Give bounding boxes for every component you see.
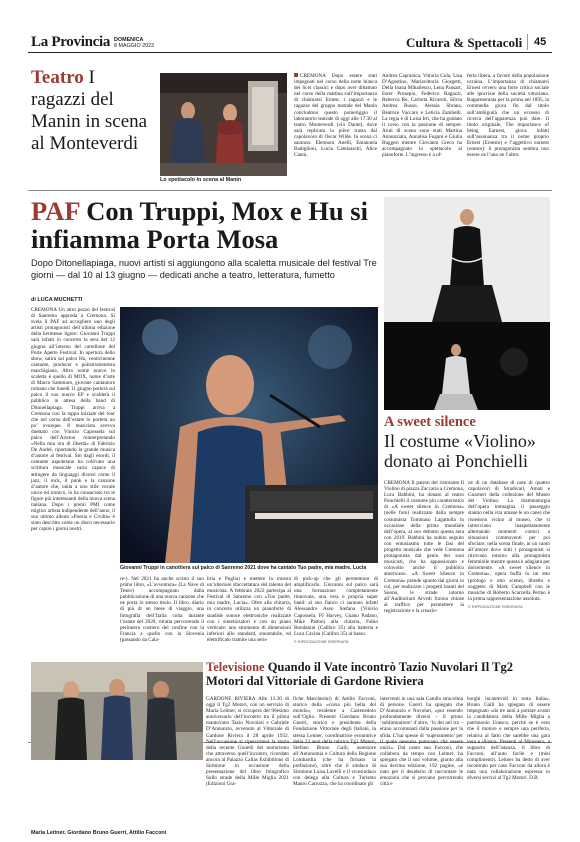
page-header [28, 0, 552, 52]
tv-column-3 [380, 696, 463, 840]
paf-title-block [31, 197, 381, 253]
teatro-photo [160, 73, 287, 176]
teatro-title-text: I ragazzi del Manin in scena al Monteverdi [31, 67, 148, 154]
paf-kicker: PAF [31, 196, 80, 226]
silence-title: Il costume «Violino» donato ai Ponchielli [384, 431, 536, 471]
silence-photo-stage [384, 322, 550, 410]
teatro-bottom-rule [28, 190, 552, 191]
page-number: 45 [534, 36, 547, 48]
paf-title: Con Truppi, Mox e Hu si infiamma Porta Mosa [31, 196, 368, 254]
tv-col1-text: GARDONE RIVIERA Alle 13.30 di oggi il Tg2 Motori, con un servizio di Maria Leitner, si occuperà del 90esimo anniversario dell’incontro tra il pilota mantovano Tazio Nuvolari e Gabriele D’Annunzio, avvenuto al Vittoriale di Gardone Riviera il 28 aprile 1932. Nell’occasione si ripercorrerà la storia della recente Gioielli del motorismo che attraverso quell’incontro, ricordato ancora al Palazzo Callas Exhibitions di Sirmione in occasione della presentazione del libro fotografico Sullo strade della Mille Miglia 2021 (Edizioni Gra- [206, 696, 289, 788]
issue-day: DOMENICA [114, 37, 144, 43]
paf-byline-text: di LUCA MUCHETTI [31, 297, 83, 303]
tv-people-image [31, 662, 203, 760]
tv-title-block [206, 660, 550, 688]
tv-column-4 [467, 696, 550, 840]
masthead: La Provincia [31, 34, 111, 50]
silence-col2-text: ne di un database di note di quattro capolavori di Stradivari, Amati e Guarneri della collezione del Museo del Violino. La drammaturgia dell’opera immagina il passeggio stantio nella vita umane le un cane) che risiedono vicino al museo, che si intrecciano inaspettatamente alternando momenti comici a situazioni commoventi per poi sfociare, nella scena finale, in un canto all’amore dove tutti i protagonisti si ritrovano intorno alla protagonista femminile mentre questa è adagiata per dolcemente. «A sweet silence in Cremona», opera buffa in un atto (prologo e otto scene), libretto e soggetto di Mark Campbell con le musiche di Roberto Scarcella Perino è la prima rappresentazione assoluta. [468, 480, 550, 602]
tv-title: Quando il Vate incontrò Tazio Nuvolari Il Tg2 Motori dal Vittoriale di Gardone Riviera [206, 660, 514, 688]
tv-col2-text: fiche Marchesini) di Attilio Facconi, storico della «corsa più bella del mondo», residente a Castenedolo sull’Oglio. Presenti Giordano Bruno Guerri, storico e presidente della Fondazione Vittoriale degli Italiani, la stessa Leitner, coordinatrice ecountrice della 23 anni della rubrica Tg2 Motori, Stefano Bruno Galli, assessore all’Autonomia e Cultura della Regione Lombardia (che ha firmato la prefazione), oltre che il sindaco di Sirmione Luisa Lavelli e il vicesindaco con delega alla Cultura e Turismo Mauro Carrozza, che ha coordinato gli [293, 696, 376, 788]
violino-stage-image [384, 322, 550, 410]
paf-main-photo [120, 307, 378, 563]
teatro-col1-text: CREMONA Dopo essere stati impegnati nel corso della notte bianca dei licei classici e dopo aver dibattuto nel corso della mattina sull’importanza di chiamarsi Ernest, i ragazzi e le ragazze del gruppo teatrale del Manin concludono questo pomeriggio il laboratorio teatrale di oggi alle 17.30 al teatro Monteverdi (via Dante), dove sarà replicata la pièce trasta dal capolavoro di Oscar Wilde. In scena ci saranno: Eleonora Anelli, Emanuela Badiglioni, Lucia Camisaschi, Alice Canni, [294, 73, 377, 159]
paf-subtitle: Dopo Ditonellapiaga, nuovi artisti si aggiungono alla scaletta musicale del festival Tre giorni — dal 10 al 13 giugno — dedicati anche a teatro, letteratura, fumetto [31, 258, 377, 280]
tv-col4-text: borghi incantevoli in tutta Italia». Bruno Galli ha spiegato di essere impegnato «da tre anni a portare avanti la candidatura della Mille Miglia a patrimonio Unesco, perché se è vero che il motore e sempre una periferia, relativa al fatto che sarebbe una gara vera e illustra. Presenti al Ministero, a supporto dell’istanza, il libro di Facconi, all’auto facile e (miei complimenti). Leitner ha detto di aver incontrato per caso Facconi da allora è nata una collaborazione espressa in diversi servizi al Tg2 Motori. D.B. [467, 696, 550, 782]
paf-footnote: © RIPRODUZIONE RISERVATA [294, 639, 349, 644]
teatro-title [31, 67, 151, 155]
header-rule [28, 52, 552, 53]
tv-photo-caption: Maria Leitner, Giordano Bruno Guerri, Attilio Facconi [31, 830, 167, 836]
teatro-photo-caption: Lo spettacolo in scena al Manin [160, 177, 242, 183]
issue-date: 8 MAGGIO 2022 [114, 43, 155, 49]
teatro-column-2 [382, 73, 462, 181]
silence-col1-text: CREMONA Il patron del ristorante Il Violino di piazza Zaccaria a Cremona, Luca Babbini, ha donato al teatro Ponchielli il costume più caratteristico di «A sweet silence in Cremona» (nelle foto) realizzato dalla sempre costumista Tommaso Lagattolla in occasione della prima mondiale dell’opera, al suo debutto questa sera con 2019. Babbini ha subito seguito con entusiasmo tutte le fasi del progetto musicale che vede Cremona protagonista dal genio dei suoi musicisti, che ha appassionato e coinvolto anche il pubblico americano. «A Sweet Silence in Cremona» prende spunto dai giorni in cui, per realizzare i progetti basati del Suono, le strade intorno all’Auditorium Arvedi furono chiuse al traffico per permettere la registrazione e la creazio- [384, 480, 464, 614]
violino-costume-image [384, 197, 550, 322]
paf-col4-text: di pick-up che gli permettono di amplificarlo. Giovanni sul palco sarà una formazione completamente rinnovata, una vera e propria super band: al suo fianco ci saranno infatti Alessandro Asso Stefana (Vinicio Capossela, PJ Harvey, Guano Padano, Mike Patton) alla chitarra, Fabio Rondanini (Calibro 35) alla batteria e Luca Cavina (Calibro 35) al basso. [294, 576, 378, 637]
paf-photo-caption: Giovanni Truppi in canottiera sul palco di Sanremo 2021 dove ha cantato Tuo padre, mia madre, Lucia [120, 565, 367, 571]
teatro-col2-text: Andrea Capranica, Vittoria Cola, Lisa D’Agostino, Mariavittoria Giorgetti, Delia Ioana Mihailescu, Lena Pansart, Ester Prosepio, Federico Ragazzi, Rebecca Re, Carlotta Rivaroli, Silvia Andrea Russo, Alessia Sbrana, Beatrice Vaccaro e Leticia Zambelli. La regia è di Luisa Irti, che ha guidato il corso con la passione di sempre. Aiuti di scena sono stati Martina Annunziata, Annalisa Fugani e Giulia Ruggeri mentre Giovanni Greco ha accompagnato lo spettacolo al pianoforte. L’ingresso è a of- [382, 73, 462, 159]
tv-col3-text: interventi in una sala Catullo stracolma di persone. Guerri ha spiegato che D’Annunzio e Nuvolari, «pur essendo profondamente diversi – il primo ‘sublimunitore’ d’altro, ‘lo dei nel tra – erano accomunati dalla passione per la sfida. L’hai spesse di ‘superamento’ per il quale nessuno potevano che essere unici». Dal canto suo Facconi, che collabora da tempo con Leitner, ha spiegato che il suo volume, giunto alla sua decima edizione, 192 pagine, «è nato per il desiderio di raccontare le emozioni che si provano percorrendo città e [380, 696, 463, 788]
tv-photo [31, 662, 203, 760]
teatro-column-3 [467, 73, 549, 181]
silence-footnote: © RIPRODUZIONE RISERVATA [468, 604, 523, 609]
silence-kicker: A sweet silence [384, 414, 476, 430]
paf-col2-text: re-). Nel 2021 ha anche scritto il suo primo libro, «L’avventura» (La Nave di Teseo) accompagnato dalla pubblicazione di una nuova canzone che ne porta lo stesso titolo. Il libro, diario di più di un mese di viaggio, una fotografia dell’Italia colta durante l’estate del 2020, ritratta percorrendo il perimetro costiero del confine con la Francia a quello con la Slovenia (passando da Cala- [120, 576, 204, 643]
teatro-kicker: Teatro [31, 67, 84, 88]
teatro-stage-image [160, 73, 287, 176]
teatro-column-1 [294, 73, 377, 181]
section-title: Cultura & Spettacoli [406, 35, 523, 50]
tv-kicker: Televisione [206, 660, 265, 674]
silence-photo-costume [384, 197, 550, 322]
tv-column-1 [206, 696, 289, 840]
page-number-divider [527, 34, 528, 50]
paf-col1-text: CREMONA Un altro pezzo del festival di Sanremo approda a Cremona. Si svela il PAF ad accogliere uno degli artisti protagonisti dell’ultima edizione della kermesse ligure: Giovanni Truppi sarà infatti in concerto la sera del 12 giugno all’interno del cartellone del Porte Aperte Festival. In apertura dello show, salirà sul palco Hu, venticinenne cantante, producer e polistrumentista marchigiana. Altro nome nuovo in scaletta è quello di MOX, nome d’arte di Marco Sammaro, giovane cantautore romano che lunedì 11 giugno porterà sul palco il suo nuovo EP e scalderà il pubblico in attesa della band di Ditonellapiaga. Truppi arriva a Cremona con la tappa iniziale del tour che nel corso dell’estate lo porterà un po’ ovunque. Il musicista avevva duettato con Vinicio Capossela sul palco dell’Ariston reinterpretando «Nella mia ora di libertà» di Fabrizio De André, riportando la grande musica d’autore al festival. Sin dagli esordi, il cantante napoletano ha coltivato una scrittura musicale varia capace di attingere da linguaggi diversi come il jazz, il rock, il punk e la canzone d’autore che, unita a uno stile vocale unico ed ironico, lo ha consacrato tra le figure più interessanti della nuova scena italiana. Dopo i premi PMI come miglior artista indipendente dell’anno, il suo ultimo album «Poesia e Civiltà» è stato descritto come un disco necessario per capire i giorni nostri. [31, 307, 115, 533]
tv-column-2 [293, 696, 376, 840]
teatro-col3-text: ferta libera, a favore della popolazione ucraina. L’importanza di chiamarsi Ernest ovvero una forte critica sociale alle ipocrisie della società vittoriana. Rappresentata per la prima nel 1895, la commedia gioca fin dal titolo sull’ambiguità che un eccesso di ricerca dell’apparenza può dare. Il titolo originale, The importance of being Earnest, gioca infatti sull’assonanza tra il nome proprio Ernest (Ernesto) e l’aggettivo earnest (onesto): il protagonista sembra non essere ne l’uno ne l’altro. [467, 73, 549, 159]
paf-col3-text: bria e Puglia) e mettere in mostra un’ulteriore sfaccettatura del talento del musicista. A febbraio 2022 partecipa al Festival di Sanremo con «Tuo padre, mia madre, Lucia». Oltre alla chitarra, in concerto utilizza un pianoforte di suadide sonore elettroniche realizzate con i sintetizzatori e con un piano verticale: uno strumento di dimensioni inferiori allo standard, smontabile, ed elettrificato tramite una serie [207, 576, 291, 643]
truppi-stage-image [120, 307, 378, 563]
paf-byline [31, 297, 82, 303]
